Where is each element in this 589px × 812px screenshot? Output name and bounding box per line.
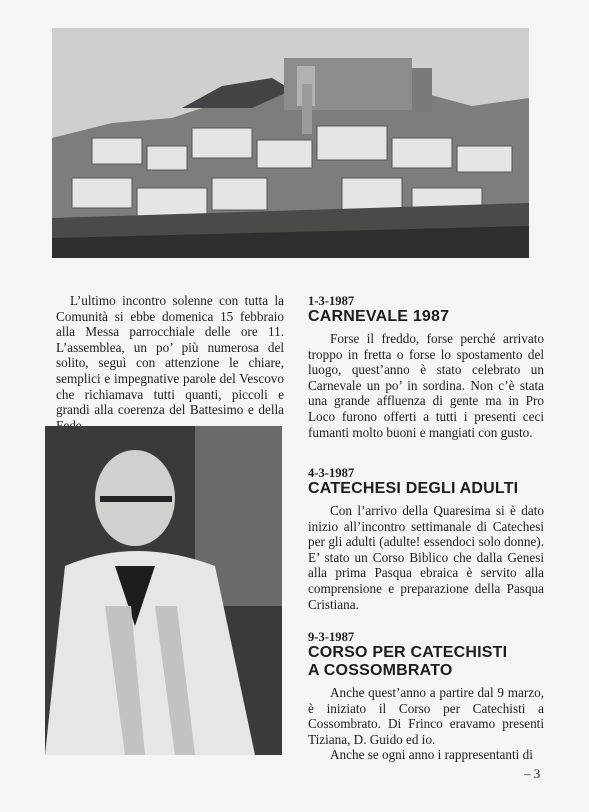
village-illustration (52, 28, 529, 258)
section-paragraph: Forse il freddo, forse perché arrivato troppo in fretta o forse lo spostamento del luogo, quest’anno è stato celebrato un Carnevale un po’ in sordina. Non c’è stata una grande affluenza di gente ma in Pro Loco furono offerti a tutti i presenti ceci fumanti molto buoni e mangiati con gusto. (308, 331, 544, 440)
section-title: CATECHESI DEGLI ADULTI (308, 480, 519, 497)
section-title-line2: A COSSOMBRATO (308, 662, 453, 679)
section-paragraph: Anche quest’anno a partire dal 9 marzo, è iniziato il Corso per Catechisti a Cossombrato. Di Frinco eravamo presenti Tiziana, D. Guido ed io. (308, 685, 544, 747)
section-paragraph: Anche se ogni anno i rappresentanti di (330, 747, 533, 763)
section-corso (308, 630, 544, 763)
section-date: 4-3-1987 (308, 466, 355, 480)
intro-paragraph: L’ultimo incontro solenne con tutta la Comunità si ebbe domenica 15 febbraio alla Messa parrocchiale delle ore 11. L’assemblea, un po’ più numerosa del solito, seguì con attenzione le chiare, semplici e impegnative parole del Vescovo che richiamava tutti quanti, piccoli e grandi alla coerenza del Battesimo e della (56, 293, 284, 418)
village-photo (52, 28, 529, 258)
section-date: 1-3-1987 (308, 294, 355, 308)
section-paragraph: Con l’arrivo della Quaresima si è dato inizio all’incontro settimanale di Catechesi per gli adulti (adulte! essendoci solo donne). E’ stato un Corso Biblico che dalla Genesi alla prima Pasqua ebraica è servito alla comprensione e preparazione della Pasqua Cristiana. (308, 503, 544, 612)
section-catechesi (308, 466, 544, 612)
section-title: CARNEVALE 1987 (308, 308, 450, 325)
section-title-line1: CORSO PER CATECHISTI (308, 644, 508, 661)
bishop-illustration (45, 426, 282, 755)
section-date: 9-3-1987 (308, 630, 355, 644)
section-carnevale (308, 294, 544, 440)
bishop-photo (45, 426, 282, 755)
page-number: – 3 (524, 766, 541, 781)
